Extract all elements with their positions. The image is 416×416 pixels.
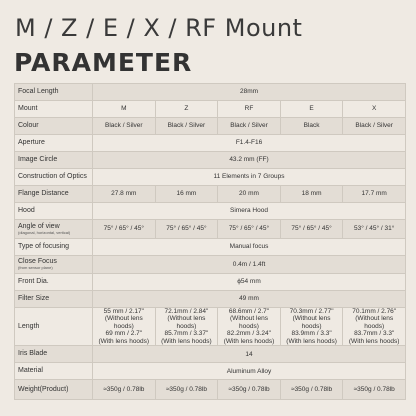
row-label: Colour <box>15 118 93 135</box>
row-value: Aluminum Alloy <box>93 363 406 380</box>
row-label: Weight(Product) <box>15 380 93 400</box>
row-value: ϕ54 mm <box>93 274 406 291</box>
row-hood <box>15 203 406 220</box>
length-with-hood: 83.9mm / 3.3" <box>291 330 332 338</box>
row-sublabel: (diagonal, horizontal, vertical) <box>18 229 71 235</box>
row-value: 28mm <box>93 84 406 101</box>
row-focal-length <box>15 84 406 101</box>
mount-cell: M <box>93 101 156 118</box>
row-construction <box>15 169 406 186</box>
flange-cell: 20 mm <box>218 186 281 203</box>
length-note: (Without lens hoods) <box>355 315 394 330</box>
length-note: (Without lens hoods) <box>230 315 268 330</box>
page-title: M / Z / E / X / RF Mount <box>15 14 303 42</box>
row-value: Manual focus <box>93 239 406 256</box>
length-note: (With lens hoods) <box>348 337 400 345</box>
mount-cell: RF <box>218 101 281 118</box>
mount-cell: Z <box>155 101 218 118</box>
flange-cell: 16 mm <box>155 186 218 203</box>
row-label: Construction of Optics <box>15 169 93 186</box>
angle-cell: 53° / 45° / 31° <box>343 220 406 239</box>
parameter-table <box>14 83 406 400</box>
colour-cell: Black <box>280 118 343 135</box>
row-material <box>15 363 406 380</box>
length-cell <box>155 308 218 346</box>
length-without-hood: 55 mm / 2.17" <box>103 308 144 315</box>
row-label: Length <box>15 308 93 346</box>
row-label: Material <box>15 363 93 380</box>
length-note: (With lens hoods) <box>161 337 212 345</box>
length-with-hood: 82.2mm / 3.24" <box>227 330 271 338</box>
row-angle <box>15 220 406 239</box>
weight-cell: ≈350g / 0.78lb <box>343 380 406 400</box>
length-note: (With lens hoods) <box>98 337 150 345</box>
row-label-cell <box>15 220 93 239</box>
row-close-focus <box>15 256 406 274</box>
length-cell <box>343 308 406 346</box>
colour-cell: Black / Silver <box>93 118 156 135</box>
row-flange <box>15 186 406 203</box>
row-filter <box>15 291 406 308</box>
row-sublabel: (from sensor plane) <box>18 265 53 271</box>
weight-cell: ≈350g / 0.78lb <box>155 380 218 400</box>
length-note: (Without lens hoods) <box>104 315 143 330</box>
mount-cell: X <box>343 101 406 118</box>
colour-cell: Black / Silver <box>155 118 218 135</box>
row-focusing <box>15 239 406 256</box>
row-label-cell <box>15 256 93 274</box>
row-front-dia <box>15 274 406 291</box>
row-label: Front Dia. <box>15 274 93 291</box>
flange-cell: 27.8 mm <box>93 186 156 203</box>
row-iris <box>15 346 406 363</box>
row-label: Image Circle <box>15 152 93 169</box>
flange-cell: 18 mm <box>280 186 343 203</box>
colour-cell: Black / Silver <box>343 118 406 135</box>
length-note: (Without lens hoods) <box>167 315 206 330</box>
flange-cell: 17.7 mm <box>343 186 406 203</box>
weight-cell: ≈350g / 0.78lb <box>280 380 343 400</box>
row-value: F1.4-F16 <box>93 135 406 152</box>
weight-cell: ≈350g / 0.78lb <box>93 380 156 400</box>
row-value: 14 <box>93 346 406 363</box>
angle-cell: 75° / 65° / 45° <box>218 220 281 239</box>
row-mount <box>15 101 406 118</box>
row-value: Simera Hood <box>93 203 406 220</box>
row-length <box>15 308 406 346</box>
row-label: Close Focus <box>18 258 57 266</box>
row-value: 43.2 mm (FF) <box>93 152 406 169</box>
page-subtitle: PARAMETER <box>14 48 193 77</box>
length-without-hood: 68.6mm / 2.7" <box>228 308 270 315</box>
row-label: Aperture <box>15 135 93 152</box>
row-value: 49 mm <box>93 291 406 308</box>
length-cell <box>280 308 343 346</box>
row-label: Hood <box>15 203 93 220</box>
row-label: Flange Distance <box>15 186 93 203</box>
colour-cell: Black / Silver <box>218 118 281 135</box>
row-value: 11 Elements in 7 Groups <box>93 169 406 186</box>
row-image-circle <box>15 152 406 169</box>
row-weight <box>15 380 406 400</box>
length-with-hood: 69 mm / 2.7" <box>105 330 143 338</box>
angle-cell: 75° / 65° / 45° <box>155 220 218 239</box>
length-with-hood: 83.7mm / 3.3" <box>354 330 395 338</box>
length-cell <box>93 308 156 346</box>
row-label: Filter Size <box>15 291 93 308</box>
mount-cell: E <box>280 101 343 118</box>
length-without-hood: 70.3mm / 2.77" <box>289 308 334 315</box>
row-value: 0.4m / 1.4ft <box>93 256 406 274</box>
row-label: Iris Blade <box>15 346 93 363</box>
length-cell <box>218 308 281 346</box>
length-without-hood: 72.1mm / 2.84" <box>164 308 209 315</box>
row-aperture <box>15 135 406 152</box>
length-note: (With lens hoods) <box>286 337 337 345</box>
row-label: Mount <box>15 101 93 118</box>
length-note: (With lens hoods) <box>223 337 275 345</box>
length-note: (Without lens hoods) <box>292 315 331 330</box>
length-with-hood: 85.7mm / 3.37" <box>164 330 209 338</box>
row-label: Type of focusing <box>15 239 93 256</box>
row-label: Focal Length <box>15 84 93 101</box>
length-without-hood: 70.1mm / 2.76" <box>352 308 397 315</box>
row-colour <box>15 118 406 135</box>
angle-cell: 75° / 65° / 45° <box>93 220 156 239</box>
angle-cell: 75° / 65° / 45° <box>280 220 343 239</box>
weight-cell: ≈350g / 0.78lb <box>218 380 281 400</box>
row-label: Angle of view <box>18 222 60 230</box>
